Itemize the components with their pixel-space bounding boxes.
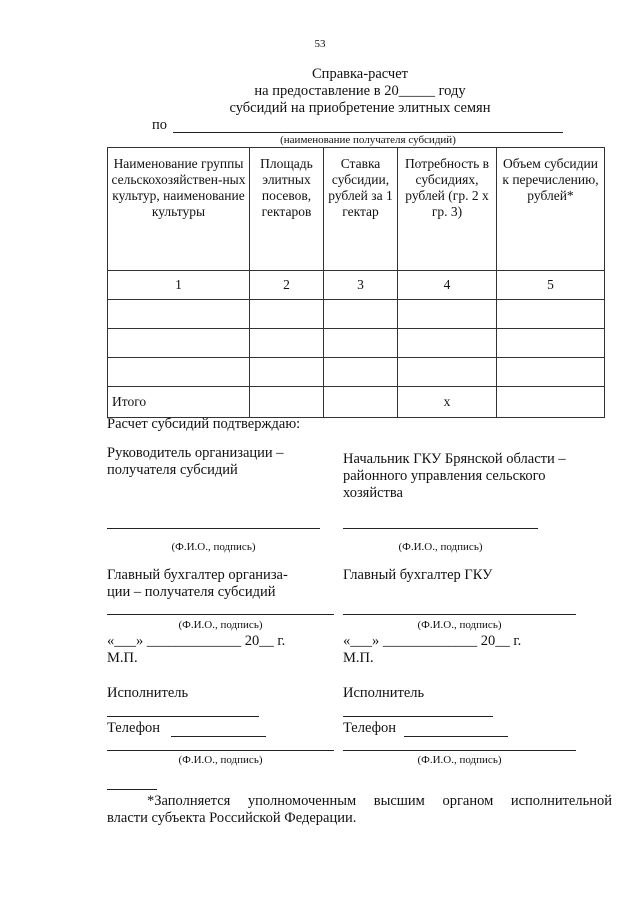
- table-cell[interactable]: [497, 387, 605, 418]
- column-number: 1: [108, 271, 250, 300]
- table-cell[interactable]: [324, 358, 398, 387]
- left-accountant-l1: Главный бухгалтер организа-: [107, 567, 288, 583]
- table-cell[interactable]: [398, 300, 497, 329]
- table-cell[interactable]: [324, 387, 398, 418]
- table-cell[interactable]: [108, 329, 250, 358]
- left-head-title-l2: получателя субсидий: [107, 462, 238, 478]
- total-need-mark: х: [398, 387, 497, 418]
- table-cell[interactable]: [398, 329, 497, 358]
- right-executor-fio-caption: (Ф.И.О., подпись): [417, 754, 502, 766]
- table-column-numbers-row: [108, 271, 605, 300]
- right-phone-label: Телефон: [343, 720, 396, 736]
- left-phone-label: Телефон: [107, 720, 160, 736]
- document-title: Справка-расчет: [312, 66, 408, 82]
- left-date-field: «___» _____________ 20__ г.: [107, 633, 286, 649]
- right-accountant: Главный бухгалтер ГКУ: [343, 567, 493, 583]
- header-rate: Ставка субсидии, рублей за 1 гектар: [324, 148, 398, 271]
- document-subtitle-purpose: субсидий на приобретение элитных семян: [229, 100, 491, 116]
- table-header-row: [108, 148, 605, 271]
- left-executor-label: Исполнитель: [107, 685, 189, 701]
- right-accountant-signature-line: [343, 614, 576, 615]
- recipient-prefix: по: [152, 117, 168, 133]
- recipient-caption: (наименование получателя субсидий): [280, 134, 456, 146]
- left-phone-line: [171, 736, 266, 737]
- page-number: 53: [314, 38, 326, 50]
- document-subtitle-year: на предоставление в 20_____ году: [254, 83, 466, 99]
- left-accountant-l2: ции – получателя субсидий: [107, 584, 276, 600]
- table-total-row: [108, 387, 605, 418]
- right-date-field: «___» _____________ 20__ г.: [343, 633, 522, 649]
- table-cell[interactable]: [250, 329, 324, 358]
- left-executor-fio-caption: (Ф.И.О., подпись): [178, 754, 263, 766]
- table-cell[interactable]: [497, 358, 605, 387]
- table-row: [108, 358, 605, 387]
- right-head-fio-caption: (Ф.И.О., подпись): [398, 541, 483, 553]
- table-cell[interactable]: [497, 329, 605, 358]
- header-crop-group: Наименование группы сельскохозяйствен-ных культур, наименование культуры: [108, 148, 250, 271]
- left-head-fio-caption: (Ф.И.О., подпись): [171, 541, 256, 553]
- table-cell[interactable]: [250, 358, 324, 387]
- subsidy-table: [107, 147, 605, 418]
- table-cell[interactable]: [324, 329, 398, 358]
- column-number: 4: [398, 271, 497, 300]
- table-cell[interactable]: [108, 358, 250, 387]
- right-executor-signature-line: [343, 750, 576, 751]
- confirm-text: Расчет субсидий подтверждаю:: [107, 416, 301, 432]
- right-phone-line: [404, 736, 508, 737]
- footnote-line1: *Заполняется уполномоченным высшим органом исполнительной: [147, 793, 612, 809]
- table-cell[interactable]: [108, 300, 250, 329]
- left-executor-signature-line: [107, 750, 334, 751]
- table-cell[interactable]: [250, 387, 324, 418]
- table-row: [108, 300, 605, 329]
- table-cell[interactable]: [250, 300, 324, 329]
- left-accountant-signature-line: [107, 614, 334, 615]
- column-number: 5: [497, 271, 605, 300]
- left-head-signature-line: [107, 528, 320, 529]
- right-stamp-mark: М.П.: [343, 650, 374, 666]
- left-accountant-fio-caption: (Ф.И.О., подпись): [178, 619, 263, 631]
- right-executor-line: [343, 716, 493, 717]
- right-head-title-l3: хозяйства: [343, 485, 403, 501]
- right-executor-label: Исполнитель: [343, 685, 425, 701]
- right-accountant-fio-caption: (Ф.И.О., подпись): [417, 619, 502, 631]
- right-head-title-l2: районного управления сельского: [343, 468, 546, 484]
- recipient-line: [173, 132, 563, 133]
- header-volume: Объем субсидии к перечислению, рублей*: [497, 148, 605, 271]
- right-head-signature-line: [343, 528, 538, 529]
- right-head-title-l1: Начальник ГКУ Брянской области –: [343, 451, 566, 467]
- left-head-title-l1: Руководитель организации –: [107, 445, 284, 461]
- table-cell[interactable]: [398, 358, 497, 387]
- footnote-separator: [107, 789, 157, 790]
- header-need: Потребность в субсидиях, рублей (гр. 2 х гр. 3): [398, 148, 497, 271]
- footnote-line2: власти субъекта Российской Федерации.: [107, 810, 357, 826]
- left-executor-line: [107, 716, 259, 717]
- total-label: Итого: [108, 387, 250, 418]
- table-row: [108, 329, 605, 358]
- table-cell[interactable]: [497, 300, 605, 329]
- header-area: Площадь элитных посевов, гектаров: [250, 148, 324, 271]
- table-cell[interactable]: [324, 300, 398, 329]
- column-number: 2: [250, 271, 324, 300]
- left-stamp-mark: М.П.: [107, 650, 138, 666]
- column-number: 3: [324, 271, 398, 300]
